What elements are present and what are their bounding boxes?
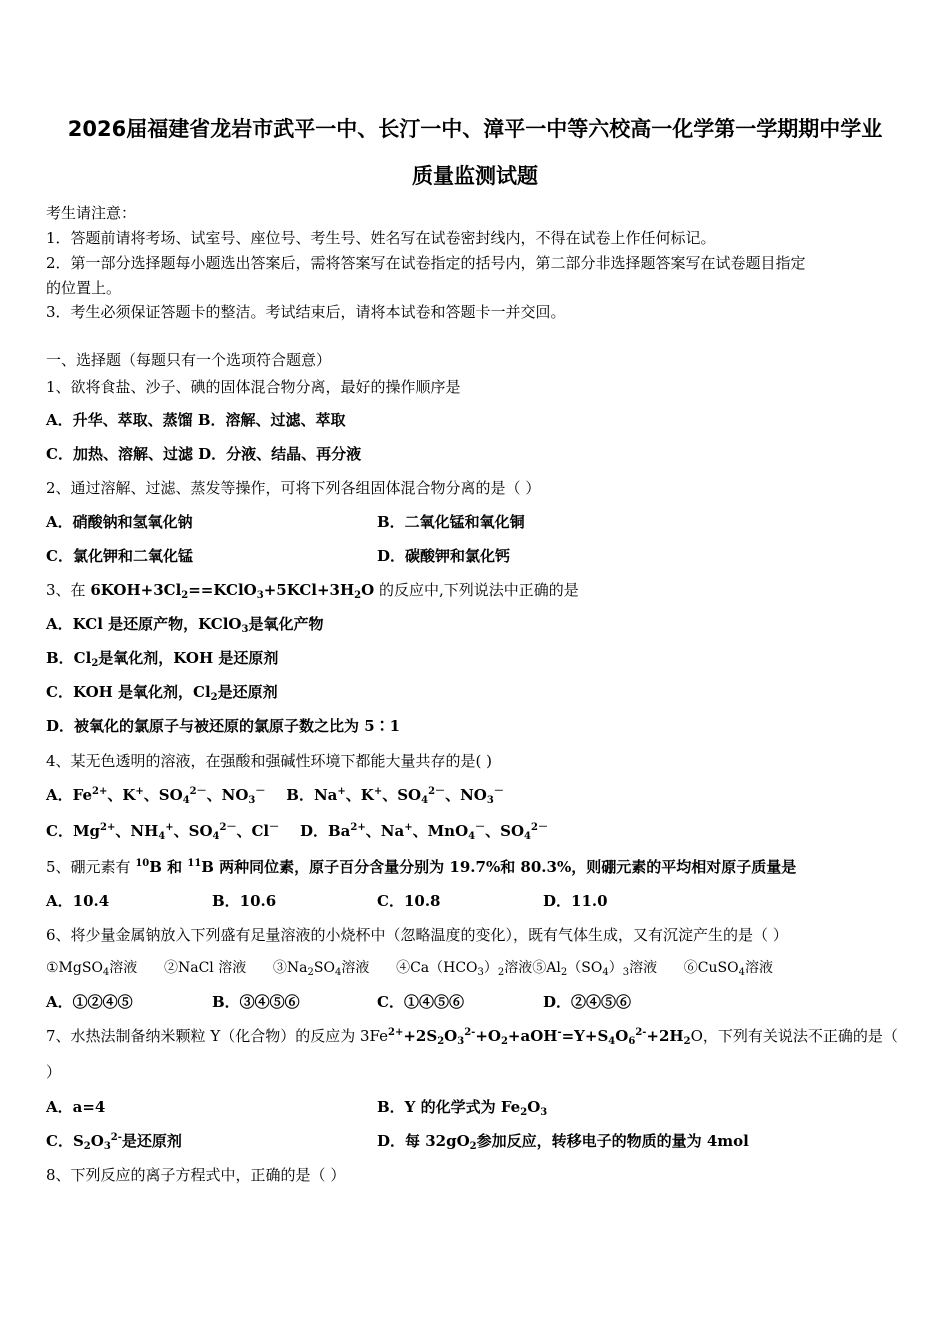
q3-option-c: C．KOH 是氧化剂，$Cl_2$是还原剂 (46, 683, 278, 703)
notice-item-2a: 2．第一部分选择题每小题选出答案后，需将答案写在试卷指定的括号内，第二部分非选择题答案写在试卷题目指定 (46, 254, 806, 272)
notice-item-1: 1．答题前请将考场、试室号、座位号、考生号、姓名写在试卷密封线内，不得在试卷上作任何标记。 (46, 229, 716, 247)
q5-stem: 5、硼元素有 $^{10}$B 和 $^{11}$B 两种同位素，原子百分含量分别为 19.7%和 80.3%，则硼元素的平均相对原子质量是 (46, 858, 797, 876)
q5-option-d: D．11.0 (543, 892, 608, 910)
section-heading: 一、选择题（每题只有一个选项符合题意） (46, 351, 332, 369)
q4-options-ab: A．$Fe^{2+}$、K+、$SO_4^{2-}$、$NO_3^-$ B．Na+、K+、$SO_4^{2-}$、$NO_3^-$ (46, 786, 504, 806)
q6-stem: 6、将少量金属钠放入下列盛有足量溶液的小烧杯中（忽略温度的变化），既有气体生成，又有沉淀产生的是（ ） (46, 926, 788, 944)
q6-option-d: D．②④⑤⑥ (543, 993, 632, 1011)
q1-options-ab: A．升华、萃取、蒸馏 B．溶解、过滤、萃取 (46, 411, 346, 429)
q5-option-c: C．10.8 (377, 892, 441, 910)
exam-title-line2: 质量监测试题 (412, 164, 538, 188)
q7-stem-continued: ） (46, 1063, 62, 1081)
notice-heading: 考生请注意： (46, 204, 137, 222)
q2-stem: 2、通过溶解、过滤、蒸发等操作，可将下列各组固体混合物分离的是（ ） (46, 479, 541, 497)
notice-item-2b: 的位置上。 (46, 279, 122, 297)
q2-option-c: C．氯化钾和二氧化锰 (46, 547, 193, 565)
q3-option-b: B．$Cl_2$是氧化剂，KOH 是还原剂 (46, 649, 279, 669)
q7-option-b: B．Y 的化学式为 $Fe_2O_3$ (377, 1098, 548, 1118)
q4-stem: 4、某无色透明的溶液，在强酸和强碱性环境下都能大量共存的是( ) (46, 752, 493, 770)
q6-option-a: A．①②④⑤ (46, 993, 133, 1011)
q1-options-cd: C．加热、溶解、过滤 D．分液、结晶、再分液 (46, 445, 362, 463)
q6-option-b: B．③④⑤⑥ (212, 993, 300, 1011)
q2-option-b: B．二氧化锰和氧化铜 (377, 513, 525, 531)
q7-option-c: C．$S_2O_3^{2-}$是还原剂 (46, 1132, 182, 1152)
q3-equation: $6KOH+3Cl_2==KClO_3+5KCl+3H_2O$ (90, 581, 375, 601)
q1-stem: 1、欲将食盐、沙子、碘的固体混合物分离，最好的操作顺序是 (46, 378, 461, 396)
q6-option-c: C．①④⑤⑥ (377, 993, 464, 1011)
q5-option-a: A．10.4 (46, 892, 110, 910)
q4-options-cd: C．$Mg^{2+}$、$NH_4^+$、$SO_4^{2-}$、Cl－ D．$Ba^{2+}$、Na+、MnO$_4$－、$SO_4^{2-}$ (46, 822, 548, 842)
q2-option-d: D．碳酸钾和氯化钙 (377, 547, 511, 565)
q3-option-a: A．KCl 是还原产物，KClO$_3$是氧化产物 (46, 615, 324, 635)
q6-solution-list: ①MgSO$_4$溶液 ②NaCl 溶液 $③Na_2SO_4$溶液 $④Ca(HCO_3)_2$溶液$⑤Al_2(SO_4)_3$溶液 ⑥CuSO$_4$溶液 (46, 960, 773, 978)
q2-option-a: A．硝酸钠和氢氧化钠 (46, 513, 193, 531)
q7-option-d: D．每 $32gO_2$参加反应，转移电子的物质的量为 4mol (377, 1132, 749, 1152)
exam-title-line1: 2026届福建省龙岩市武平一中、长汀一中、漳平一中等六校高一化学第一学期期中学业 (67, 117, 883, 141)
q7-option-a: A．a=4 (46, 1098, 106, 1116)
q8-stem: 8、下列反应的离子方程式中，正确的是（ ） (46, 1166, 346, 1184)
q7-stem: 7、水热法制备纳米颗粒 Y（化合物）的反应为 $3Fe^{2+}+2S_2O_3^{2-}+O_2+aOH^-=Y+S_4O_6^{2-}+2H_2O$，下列有关说法不正确的是（ (46, 1027, 898, 1047)
notice-item-3: 3．考生必须保证答题卡的整洁。考试结束后，请将本试卷和答题卡一并交回。 (46, 303, 566, 321)
q3-stem: 3、在 $6KOH+3Cl_2==KClO_3+5KCl+3H_2O$ 的反应中,下列说法中正确的是 (46, 581, 579, 601)
q3-option-d: D．被氧化的氯原子与被还原的氯原子数之比为 5∶1 (46, 717, 401, 735)
q5-option-b: B．10.6 (212, 892, 277, 910)
